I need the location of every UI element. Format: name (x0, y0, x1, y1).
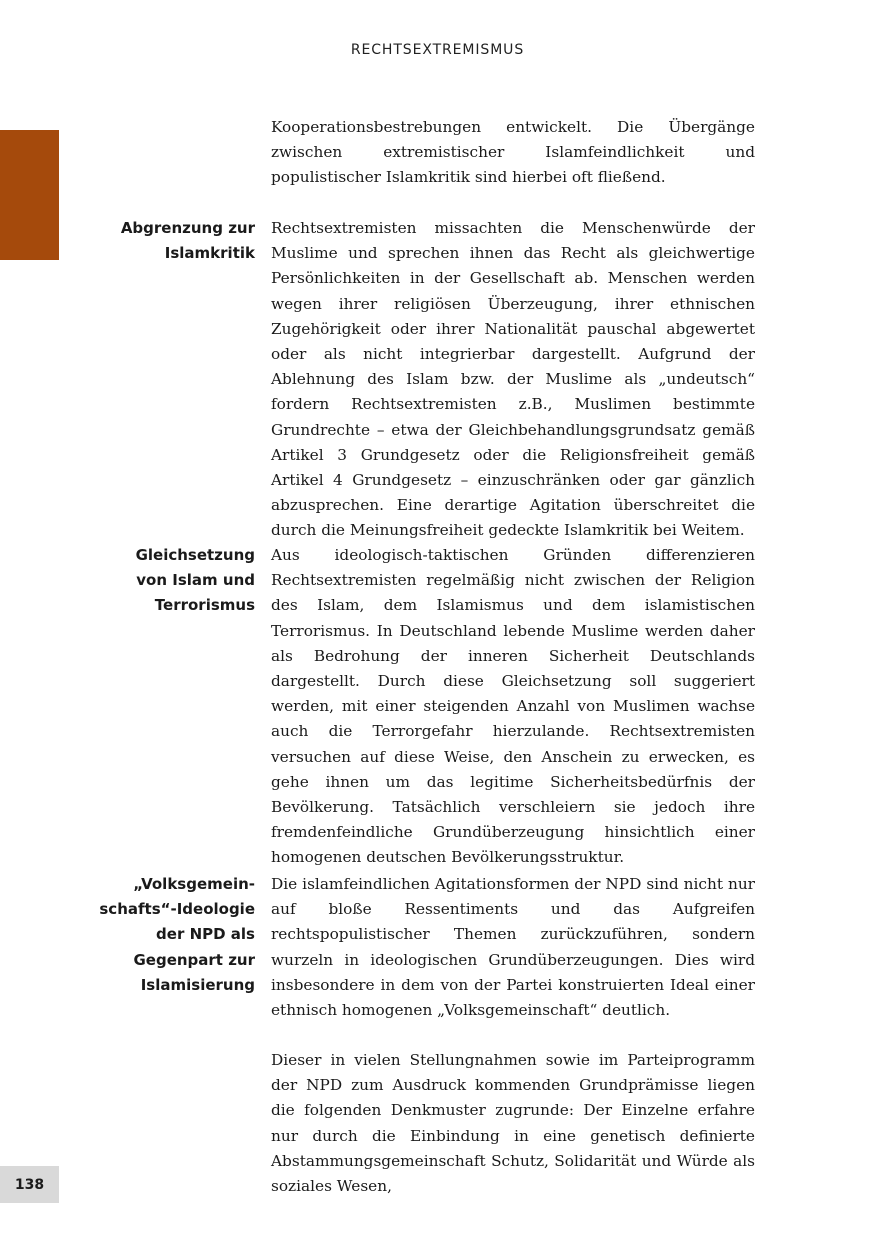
page-number: 138 (0, 1166, 59, 1203)
heading-line: Islamkritik (164, 244, 255, 263)
heading-line: schafts“-Ideologie (99, 900, 255, 919)
chapter-color-tab (0, 130, 59, 260)
paragraph-volksgemeinschaft: Die islamfeindlichen Agitationsformen der NPD sind nicht nur auf bloße Ressentiments und das Aufgreifen rechtspopulistischer Themen zurückzuführen, sondern wurzeln in ideologischen Grundüberzeugungen. Dies wird insbesondere in dem von der Partei konstruierten Ideal einer ethnisch homogenen „Volksgemeinschaft“ deutlich. (271, 875, 755, 1020)
intro-paragraph: Kooperationsbestrebungen entwickelt. Die Übergänge zwischen extremistischer Islamfeindlichkeit und populistischer Islamkritik sind hierbei oft fließend. (271, 118, 755, 187)
marginal-heading-abgrenzung (90, 216, 255, 266)
marginal-heading-gleichsetzung (90, 543, 255, 619)
running-header: RECHTSEXTREMISMUS (350, 42, 525, 58)
heading-line: Terrorismus (154, 596, 255, 615)
paragraph-abgrenzung: Rechtsextremisten missachten die Menschenwürde der Muslime und sprechen ihnen das Recht als gleichwertige Persönlichkeiten in der Gesellschaft ab. Menschen werden wegen ihrer religiösen Überzeugung, ihrer ethnischen Zugehörigkeit oder ihrer Nationalität pauschal abgewertet oder als nicht integrierbar dargestellt. Aufgrund der Ablehnung des Islam bzw. der Muslime als „undeutsch“ fordern Rechtsextremisten z.B., Muslimen bestimmte Grundrechte – etwa der Gleichbehandlungsgrundsatz gemäß Artikel 3 Grundgesetz oder die Religionsfreiheit gemäß Artikel 4 Grundgesetz – einzuschränken oder gar gänzlich abzusprechen. Eine derartige Agitation überschreitet die durch die Meinungsfreiheit gedeckte Islamkritik bei Weitem. (271, 219, 755, 540)
paragraph-gleichsetzung: Aus ideologisch-taktischen Gründen differenzieren Rechtsextremisten regelmäßig nicht zwischen der Religion des Islam, dem Islamismus und dem islamistischen Terrorismus. In Deutschland lebende Muslime werden daher als Bedrohung der inneren Sicherheit Deutschlands dargestellt. Durch diese Gleichsetzung soll suggeriert werden, mit einer steigenden Anzahl von Muslimen wachse auch die Terrorgefahr hierzulande. Rechtsextremisten versuchen auf diese Weise, den Anschein zu erwecken, es gehe ihnen um das legitime Sicherheitsbedürfnis der Bevölkerung. Tatsächlich verschleiern sie jedoch ihre fremdenfeindliche Grundüberzeugung hinsichtlich einer homogenen deutschen Bevölkerungsstruktur. (271, 546, 755, 867)
heading-line: Gegenpart zur (133, 950, 255, 969)
heading-line: der NPD als (156, 925, 255, 944)
heading-line: Islamisierung (140, 975, 255, 994)
heading-line: von Islam und (136, 571, 255, 590)
paragraph-grundpraemisse: Dieser in vielen Stellungnahmen sowie im Parteiprogramm der NPD zum Ausdruck kommenden Grundprämisse liegen die folgenden Denkmuster zugrunde: Der Einzelne erfahre nur durch die Einbindung in eine genetisch definierte Abstammungsgemeinschaft Schutz, Solidarität und Würde als soziales Wesen, (271, 1051, 755, 1196)
marginal-heading-volksgemeinschaft (90, 872, 255, 998)
heading-line: Gleichsetzung (135, 546, 255, 564)
heading-line: „Volksgemein- (133, 875, 255, 893)
heading-line: Abgrenzung zur (120, 219, 255, 237)
